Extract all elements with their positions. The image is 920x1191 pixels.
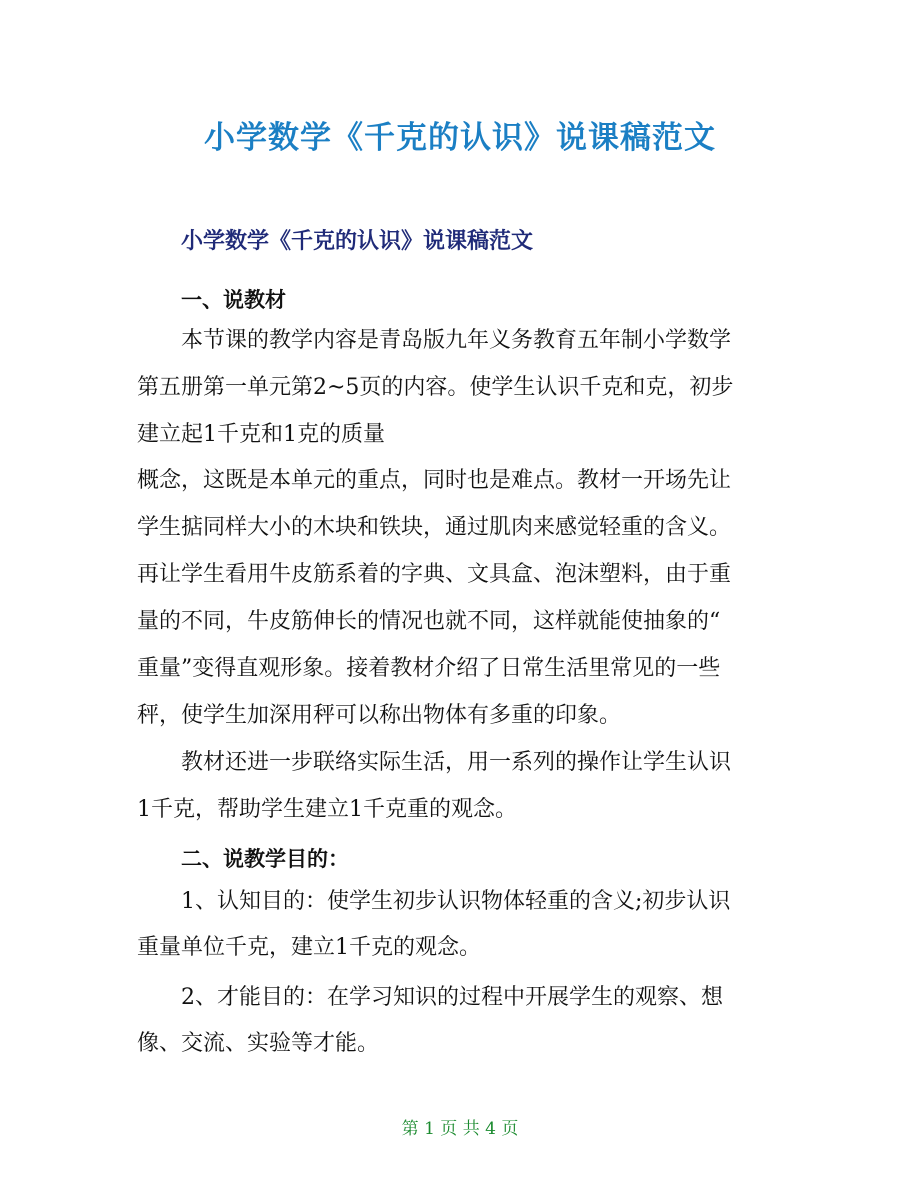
paragraph-line: 第五册第一单元第2~5页的内容。使学生认识千克和克，初步 [137, 375, 734, 400]
paragraph-line: 量的不同，牛皮筋伸长的情况也就不同，这样就能使抽象的“ [137, 609, 721, 634]
paragraph-line: 再让学生看用牛皮筋系着的字典、文具盒、泡沫塑料，由于重 [137, 562, 732, 587]
page-number-footer: 第 1 页 共 4 页 [401, 1119, 519, 1139]
paragraph-line: 秤，使学生加深用秤可以称出物体有多重的印象。 [137, 703, 622, 728]
document-title: 小学数学《千克的认识》说课稿范文 [204, 120, 716, 156]
section-heading-teaching-objectives: 二、说教学目的： [181, 847, 349, 871]
paragraph-line: 2、才能目的：在学习知识的过程中开展学生的观察、想 [181, 985, 723, 1010]
document-subtitle: 小学数学《千克的认识》说课稿范文 [181, 229, 534, 254]
paragraph-line: 概念，这既是本单元的重点，同时也是难点。教材一开场先让 [137, 468, 732, 493]
paragraph-line: 本节课的教学内容是青岛版九年义务教育五年制小学数学 [181, 328, 732, 353]
paragraph-line: 教材还进一步联络实际生活，用一系列的操作让学生认识 [181, 750, 732, 775]
paragraph-line: 像、交流、实验等才能。 [137, 1031, 380, 1056]
paragraph-line: 重量”变得直观形象。接着教材介绍了日常生活里常见的一些 [137, 656, 721, 681]
paragraph-line: 1、认知目的：使学生初步认识物体轻重的含义;初步认识 [181, 889, 731, 914]
paragraph-line: 重量单位千克，建立1千克的观念。 [137, 935, 481, 960]
paragraph-line: 学生掂同样大小的木块和铁块，通过肌肉来感觉轻重的含义。 [137, 515, 732, 540]
paragraph-line: 1千克，帮助学生建立1千克重的观念。 [137, 797, 517, 822]
paragraph-line: 建立起1千克和1克的质量 [137, 422, 385, 447]
section-heading-teaching-material: 一、说教材 [181, 288, 286, 312]
